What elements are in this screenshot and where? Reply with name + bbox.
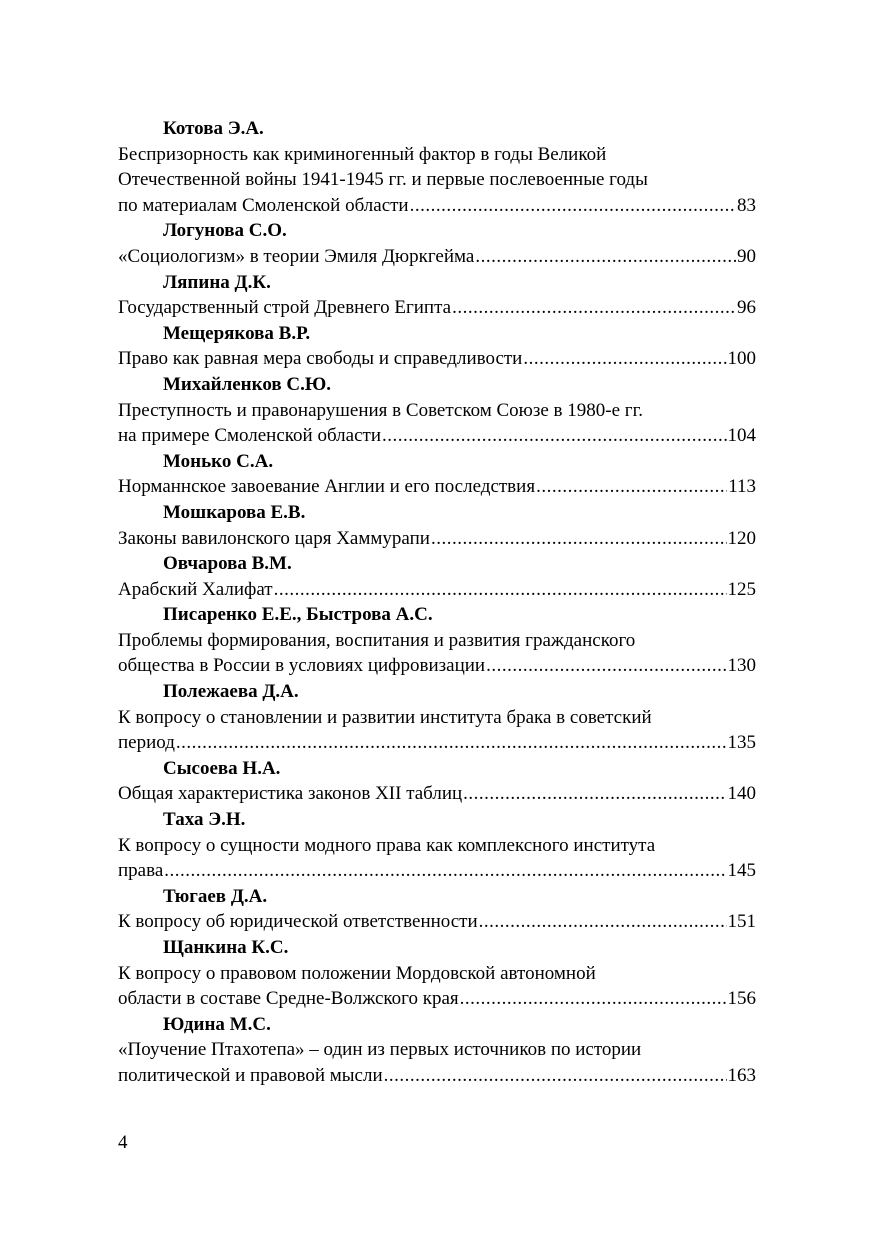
entry-title-text: политической и правовой мысли bbox=[118, 1064, 383, 1086]
entry-title-last-line bbox=[118, 193, 756, 219]
entry-author: Сысоева Н.А. bbox=[163, 757, 281, 779]
dot-leader bbox=[274, 577, 727, 603]
entry-page-number: 130 bbox=[727, 655, 756, 677]
entry-author: Ляпина Д.К. bbox=[163, 271, 271, 293]
entry-title-last-line bbox=[118, 244, 756, 270]
entry-page-number: 163 bbox=[727, 1064, 756, 1086]
entry-title-last-line bbox=[118, 858, 756, 884]
toc-entry bbox=[118, 321, 756, 372]
entry-title-line: Проблемы формирования, воспитания и развития гражданского bbox=[118, 629, 636, 651]
dot-leader bbox=[460, 986, 727, 1012]
entry-page-number: 156 bbox=[727, 988, 756, 1010]
entry-title-line: Преступность и правонарушения в Советском Союзе в 1980-е гг. bbox=[118, 399, 643, 421]
entry-page-number: 83 bbox=[737, 194, 756, 216]
entry-title-text: Право как равная мера свободы и справедливости bbox=[118, 348, 523, 370]
table-of-contents bbox=[118, 116, 756, 1089]
entry-title-last-line bbox=[118, 474, 756, 500]
dot-leader bbox=[475, 244, 736, 270]
entry-title-line: К вопросу о сущности модного права как комплексного института bbox=[118, 834, 656, 856]
entry-author: Котова Э.А. bbox=[163, 118, 264, 139]
entry-title-last-line bbox=[118, 577, 756, 603]
dot-leader bbox=[463, 781, 726, 807]
entry-title-text: области в составе Средне-Волжского края bbox=[118, 988, 459, 1010]
entry-page-number: 96 bbox=[737, 297, 756, 319]
toc-entry bbox=[118, 756, 756, 807]
entry-author: Юдина М.С. bbox=[163, 1013, 271, 1035]
toc-entry bbox=[118, 372, 756, 449]
entry-title-text: Государственный строй Древнего Египта bbox=[118, 297, 452, 319]
dot-leader bbox=[431, 526, 727, 552]
dot-leader bbox=[486, 653, 726, 679]
toc-entry bbox=[118, 270, 756, 321]
entry-title-last-line bbox=[118, 781, 756, 807]
entry-page-number: 151 bbox=[727, 911, 756, 933]
entry-title-text: Общая характеристика законов XII таблиц bbox=[118, 783, 463, 805]
entry-author: Писаренко Е.Е., Быстрова А.С. bbox=[163, 604, 433, 626]
entry-author: Полежаева Д.А. bbox=[163, 681, 299, 703]
entry-page-number: 113 bbox=[728, 476, 756, 498]
entry-author: Михайленков С.Ю. bbox=[163, 373, 331, 395]
toc-entry bbox=[118, 116, 756, 218]
entry-page-number: 140 bbox=[727, 783, 756, 805]
entry-title-text: «Социологизм» в теории Эмиля Дюркгейма bbox=[118, 245, 475, 267]
entry-page-number: 125 bbox=[727, 578, 756, 600]
entry-author: Логунова С.О. bbox=[163, 220, 287, 242]
entry-page-number: 104 bbox=[727, 425, 756, 447]
entry-title-text: Законы вавилонского царя Хаммурапи bbox=[118, 527, 430, 549]
dot-leader bbox=[536, 474, 727, 500]
toc-entry bbox=[118, 884, 756, 935]
entry-title-text: на примере Смоленской области bbox=[118, 425, 381, 447]
toc-entry bbox=[118, 1012, 756, 1089]
entry-title-text: права bbox=[118, 860, 164, 882]
entry-title-last-line bbox=[118, 1063, 756, 1089]
entry-title-text: К вопросу об юридической ответственности bbox=[118, 911, 478, 933]
entry-title-last-line bbox=[118, 423, 756, 449]
entry-title-last-line bbox=[118, 653, 756, 679]
entry-title-line: К вопросу о становлении и развитии института брака в советский bbox=[118, 706, 652, 728]
entry-page-number: 100 bbox=[727, 348, 756, 370]
entry-author: Тюгаев Д.А. bbox=[163, 885, 268, 907]
entry-author: Овчарова В.М. bbox=[163, 553, 292, 575]
toc-entry bbox=[118, 551, 756, 602]
dot-leader bbox=[164, 858, 726, 884]
dot-leader bbox=[410, 193, 736, 219]
entry-page-number: 135 bbox=[727, 732, 756, 754]
entry-author: Мошкарова Е.В. bbox=[163, 501, 306, 523]
entry-author: Монько С.А. bbox=[163, 450, 274, 472]
entry-title-text: Арабский Халифат bbox=[118, 578, 273, 600]
entry-author: Таха Э.Н. bbox=[163, 809, 246, 831]
entry-title-text: период bbox=[118, 732, 175, 754]
toc-entry bbox=[118, 500, 756, 551]
entry-title-last-line bbox=[118, 730, 756, 756]
dot-leader bbox=[523, 346, 726, 372]
entry-title-last-line bbox=[118, 346, 756, 372]
entry-page-number: 90 bbox=[737, 245, 756, 267]
dot-leader bbox=[176, 730, 727, 756]
entry-title-last-line bbox=[118, 909, 756, 935]
entry-title-line: К вопросу о правовом положении Мордовской автономной bbox=[118, 962, 596, 984]
toc-entry bbox=[118, 449, 756, 500]
entry-title-last-line bbox=[118, 526, 756, 552]
dot-leader bbox=[382, 423, 727, 449]
entry-author: Мещерякова В.Р. bbox=[163, 322, 311, 344]
toc-entry bbox=[118, 807, 756, 884]
dot-leader bbox=[479, 909, 727, 935]
entry-title-last-line bbox=[118, 295, 756, 321]
entry-title-last-line bbox=[118, 986, 756, 1012]
entry-title-line: «Поучение Птахотепа» – один из первых источников по истории bbox=[118, 1039, 642, 1061]
dot-leader bbox=[384, 1063, 727, 1089]
entry-title-line: Отечественной войны 1941-1945 гг. и первые послевоенные годы bbox=[118, 169, 648, 191]
dot-leader bbox=[452, 295, 736, 321]
entry-page-number: 145 bbox=[727, 860, 756, 882]
entry-title-text: общества в России в условиях цифровизации bbox=[118, 655, 486, 677]
entry-title-text: Норманнское завоевание Англии и его последствия bbox=[118, 476, 536, 498]
entry-page-number: 120 bbox=[727, 527, 756, 549]
entry-author: Щанкина К.С. bbox=[163, 937, 289, 958]
entry-title-text: по материалам Смоленской области bbox=[118, 194, 409, 216]
toc-entry bbox=[118, 935, 756, 1012]
toc-entry bbox=[118, 218, 756, 269]
page-number: 4 bbox=[118, 1132, 128, 1153]
entry-title-line: Беспризорность как криминогенный фактор в годы Великой bbox=[118, 143, 607, 165]
toc-entry bbox=[118, 602, 756, 679]
toc-entry bbox=[118, 679, 756, 756]
